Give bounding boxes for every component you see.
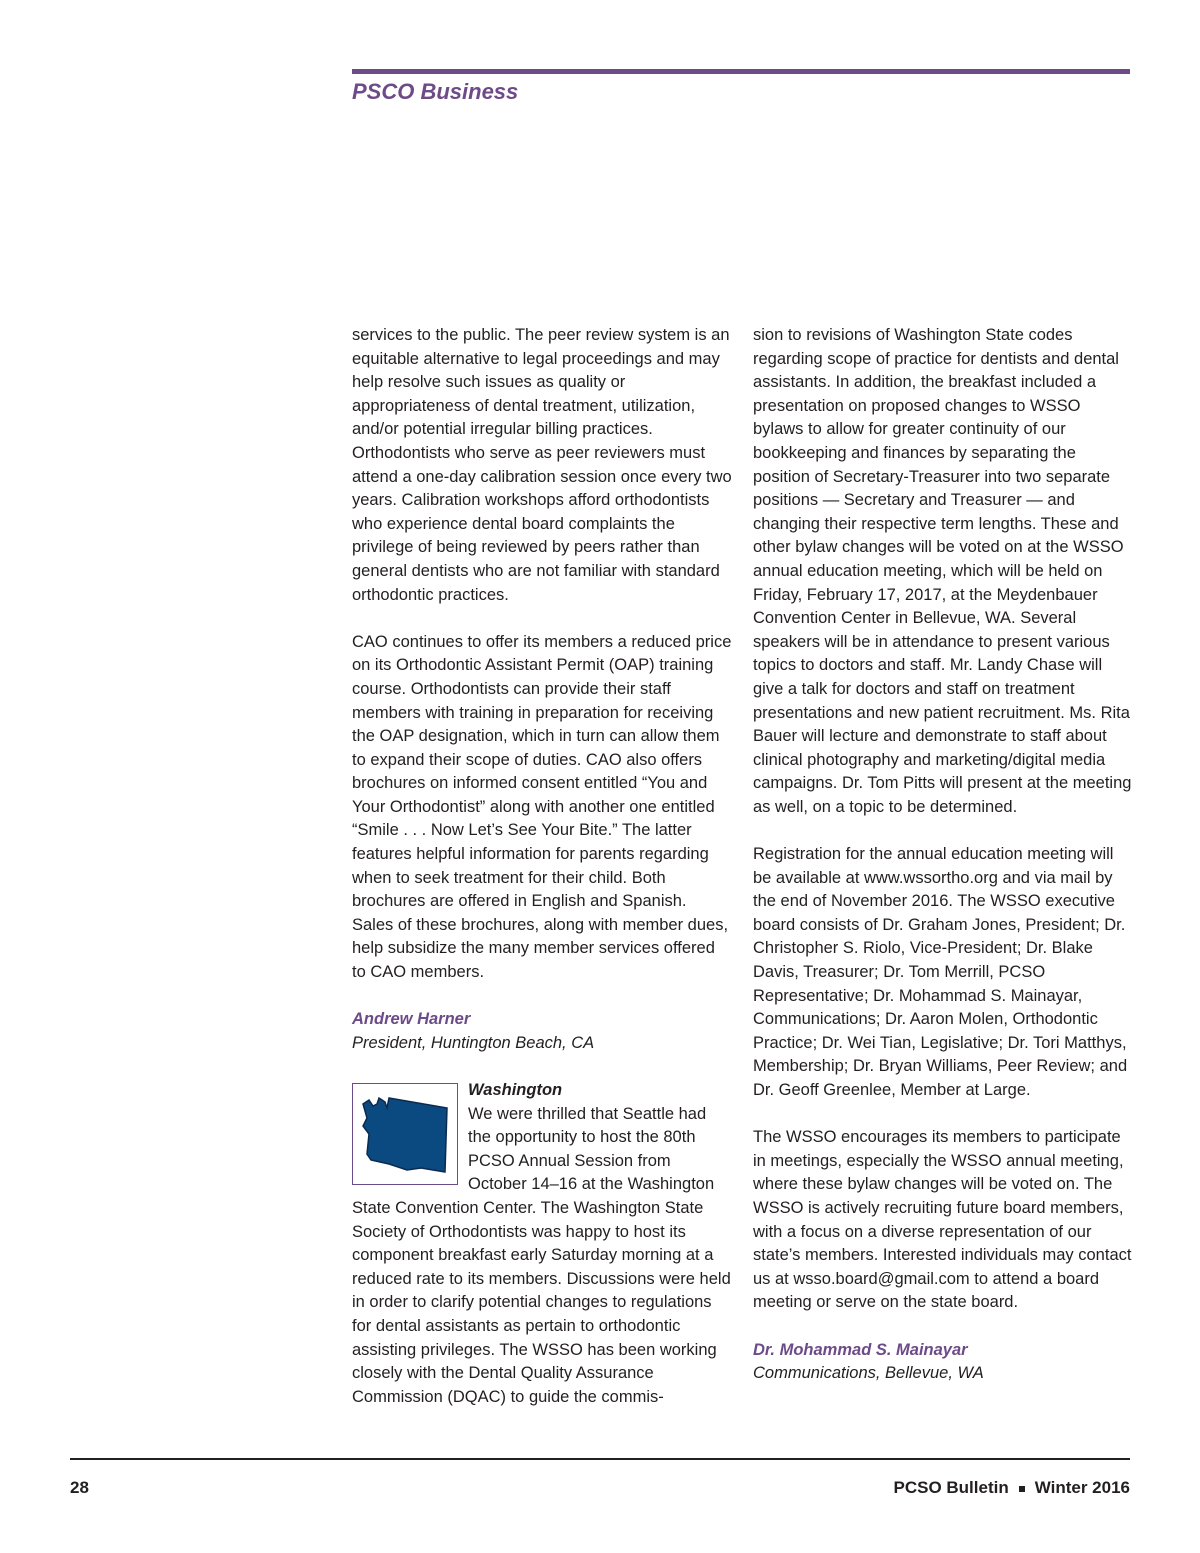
state-heading: Washington <box>468 1081 563 1099</box>
header-rule <box>352 69 1130 74</box>
issue-label: Winter 2016 <box>1034 1478 1130 1497</box>
washington-state-shape <box>359 1094 451 1174</box>
page-number: 28 <box>70 1478 89 1497</box>
publication-name: PCSO Bulletin <box>893 1478 1009 1497</box>
left-paragraph-1: services to the public. The peer review system is an equitable alternative to legal proceedings and may help resolve such issues as quality or appropriateness of dental treatment, utilization, and/or potential irregular billing practices. Orthodontists who serve as peer reviewers must attend a one-day calibration session once every two years. Calibration workshops afford orthodontists who experience dental board complaints the privilege of being reviewed by peers rather than general dentists who are not familiar with standard orthodontic practices. <box>352 326 732 604</box>
right-paragraph-2: Registration for the annual education meeting will be available at www.wssortho.org and via mail by the end of November 2016. The WSSO executive board consists of Dr. Graham Jones, President; Dr. Christopher S. Riolo, Vice-President; Dr. Blake Davis, Treasurer; Dr. Tom Merrill, PCSO Representative; Dr. Mohammad S. Mainayar, Communications; Dr. Aaron Molen, Orthodontic Practice; Dr. Wei Tian, Legislative; Dr. Tori Matthys, Membership; Dr. Bryan Williams, Peer Review; and Dr. Geoff Greenlee, Member at Large. <box>753 845 1128 1099</box>
signature-name-right: Dr. Mohammad S. Mainayar <box>753 1340 968 1359</box>
washington-paragraph: We were thrilled that Seattle had the opportunity to host the 80th PCSO Annual Session from October 14–16 at the Washington State Convention Center. The Washington State Society of Orthodontists was happy to host its component breakfast early Saturday morning at a reduced rate to its members. Discussions were held in order to clarify potential changes to regulations for dental assistants as pertain to orthodontic assisting privileges. The WSSO has been working closely with the Dental Quality Assurance Commission (DQAC) to guide the commis- <box>352 1104 731 1406</box>
signature-name: Andrew Harner <box>352 1010 471 1029</box>
signature-block <box>352 1008 732 1055</box>
footer-publication <box>893 1478 1130 1498</box>
signature-block-right <box>753 1339 1133 1386</box>
right-paragraph-1: sion to revisions of Washington State codes regarding scope of practice for dentists and dental assistants. In addition, the breakfast included a presentation on proposed changes to WSSO bylaws to allow for greater continuity of our bookkeeping and finances by separating the position of Secretary-Treasurer into two separate positions — Secretary and Treasurer — and changing their respective term lengths. These and other bylaw changes will be voted on at the WSSO annual education meeting, which will be held on Friday, February 17, 2017, at the Meydenbauer Convention Center in Bellevue, WA. Several speakers will be in attendance to present various topics to doctors and staff. Mr. Landy Chase will give a talk for doctors and staff on treatment presentations and new patient recruitment. Ms. Rita Bauer will lecture and demonstrate to staff about clinical photography and marketing/digital media campaigns. Dr. Tom Pitts will present at the meeting as well, on a topic to be determined. <box>753 326 1132 816</box>
washington-section <box>352 1079 732 1409</box>
footer-rule <box>70 1458 1130 1460</box>
right-paragraph-3: The WSSO encourages its members to participate in meetings, especially the WSSO annual meeting, where these bylaw changes will be voted on. The WSSO is actively recruiting future board members, with a focus on a diverse representation of our state’s members. Interested individuals may contact us at wsso.board@gmail.com to attend a board meeting or serve on the state board. <box>753 1128 1132 1312</box>
washington-map-icon <box>352 1083 458 1185</box>
right-column <box>753 324 1133 1409</box>
footer-separator-icon <box>1019 1486 1025 1492</box>
signature-title: President, Huntington Beach, CA <box>352 1033 595 1052</box>
section-title: PSCO Business <box>352 79 519 104</box>
signature-title-right: Communications, Bellevue, WA <box>753 1364 984 1383</box>
left-paragraph-2: CAO continues to offer its members a reduced price on its Orthodontic Assistant Permit (OAP) training course. Orthodontists can provide their staff members with training in preparation for receiving the OAP designation, which in turn can allow them to expand their scope of duties. CAO also offers brochures on informed consent entitled “You and Your Orthodontist” along with another one entitled “Smile . . . Now Let’s See Your Bite.” The latter features helpful information for parents regarding when to seek treatment for their child. Both brochures are offered in English and Spanish. Sales of these brochures, along with member dues, help subsidize the many member services offered to CAO members. <box>352 632 732 982</box>
left-column <box>352 324 732 1409</box>
